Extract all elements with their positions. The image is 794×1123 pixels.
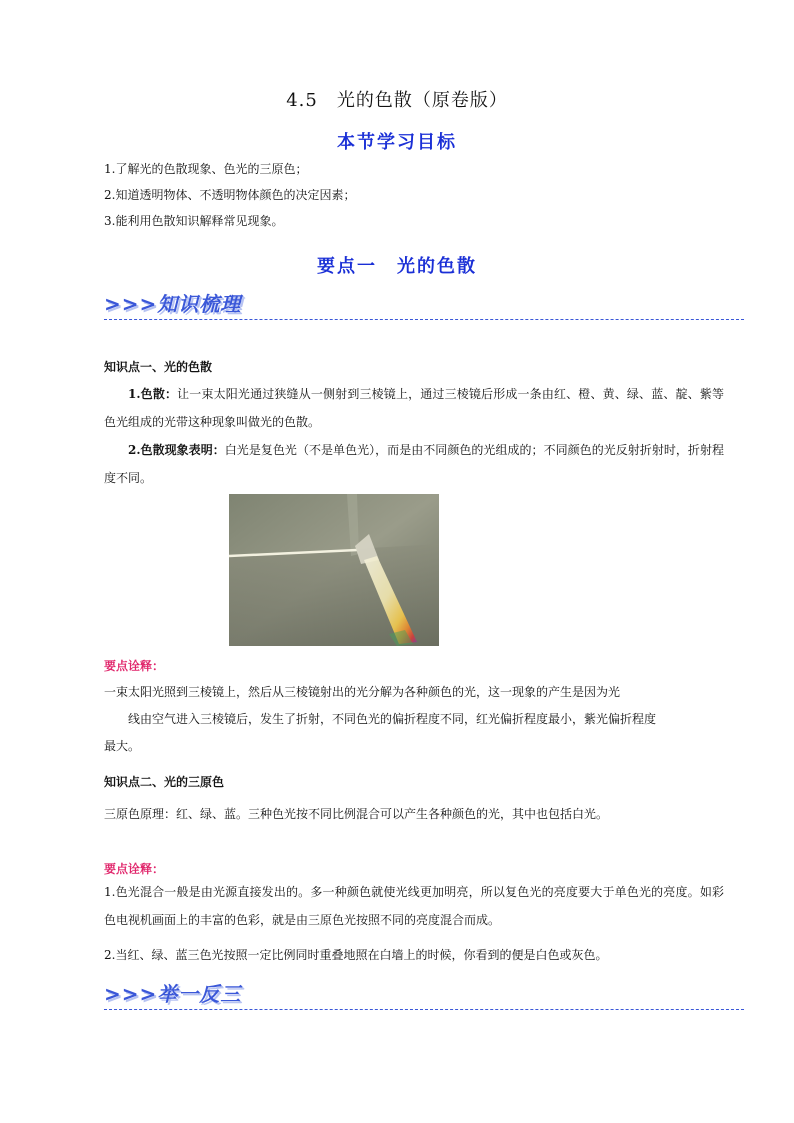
banner-divider	[104, 1009, 744, 1010]
note1-line: 一束太阳光照到三棱镜上，然后从三棱镜射出的光分解为各种颜色的光，这一现象的产生是因为光	[104, 685, 621, 699]
practice-banner	[104, 978, 744, 1010]
objective-item: 3.能利用色散知识解释常见现象。	[104, 214, 284, 228]
kp2-heading: 知识点二、光的三原色	[104, 775, 225, 789]
kp1-heading: 知识点一、光的色散	[104, 360, 213, 374]
objective-item: 1.了解光的色散现象、色光的三原色；	[104, 162, 308, 176]
note1-label: 要点诠释：	[104, 659, 165, 673]
kp1-paragraph-1	[104, 380, 724, 436]
kp1-paragraph-2	[104, 436, 724, 492]
note1-line: 最大。	[104, 739, 141, 753]
banner-divider	[104, 319, 744, 320]
objective-item: 2.知道透明物体、不透明物体颜色的决定因素；	[104, 188, 356, 202]
section-heading: 要点一 光的色散	[317, 256, 477, 277]
kp1-p2-label: 2.色散现象表明：	[128, 443, 225, 457]
note2-paragraph-2: 2.当红、绿、蓝三色光按照一定比例同时重叠地照在白墙上的时候，你看到的便是白色或灰色。	[104, 948, 608, 962]
note2-label: 要点诠释：	[104, 862, 165, 876]
knowledge-banner-label: >>>知识梳理	[104, 292, 242, 316]
kp1-p1-text: 让一束太阳光通过狭缝从一侧射到三棱镜上，通过三棱镜后形成一条由红、橙、黄、绿、蓝、靛、紫等色光组成的光带这种现象叫做光的色散。	[104, 387, 724, 429]
objectives-heading: 本节学习目标	[337, 132, 457, 153]
prism-dispersion-photo	[229, 494, 439, 646]
page-title: 4.5 光的色散（原卷版）	[286, 90, 508, 111]
knowledge-banner	[104, 288, 744, 320]
kp1-p1-label: 1.色散：	[128, 387, 178, 401]
kp1-p2-text: 白光是复色光（不是单色光），而是由不同颜色的光组成的；不同颜色的光反射折射时，折射程度不同。	[104, 443, 724, 485]
kp2-text: 三原色原理：红、绿、蓝。三种色光按不同比例混合可以产生各种颜色的光，其中也包括白光。	[104, 807, 609, 821]
note2-paragraph-1: 1.色光混合一般是由光源直接发出的。多一种颜色就使光线更加明亮，所以复色光的亮度要大于单色光的亮度。如彩色电视机画面上的丰富的色彩，就是由三原色光按照不同的亮度混合而成。	[104, 885, 724, 927]
prism-photo-illustration	[229, 494, 439, 646]
note1-line: 线由空气进入三棱镜后，发生了折射，不同色光的偏折程度不同，红光偏折程度最小，紫光偏折程度	[128, 712, 657, 726]
practice-banner-label: >>>举一反三	[104, 982, 242, 1006]
